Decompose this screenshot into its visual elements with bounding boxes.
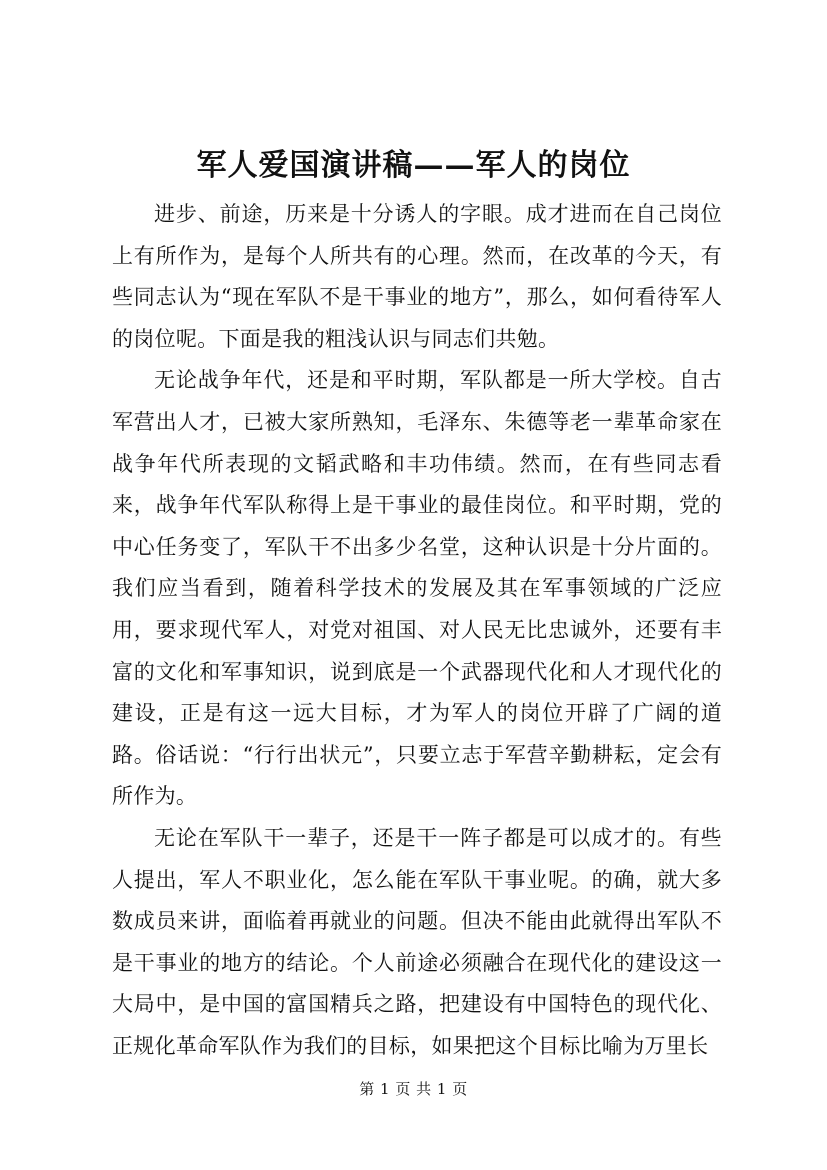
paragraph-3: 无论在军队干一辈子，还是干一阵子都是可以成才的。有些人提出，军人不职业化，怎么能在军队干事业呢。的确，就大多数成员来讲，面临着再就业的问题。但决不能由此就得出军队不是干事业的地方的结论。个人前途必须融合在现代化的建设这一大局中，是中国的富国精兵之路，把建设有中国特色的现代化、正规化革命军队作为我们的目标，如果把这个目标比喻为万里长: [112, 825, 722, 1058]
document-body: [112, 194, 722, 1067]
paragraph-2: 无论战争年代，还是和平时期，军队都是一所大学校。自古军营出人才，已被大家所熟知，毛泽东、朱德等老一辈革命家在战争年代所表现的文韬武略和丰功伟绩。然而，在有些同志看来，战争年代军队称得上是干事业的最佳岗位。和平时期，党的中心任务变了，军队干不出多少名堂，这种认识是十分片面的。我们应当看到，随着科学技术的发展及其在军事领域的广泛应用，要求现代军人，对党对祖国、对人民无比忠诚外，还要有丰富的文化和军事知识，说到底是一个武器现代化和人才现代化的建设，正是有这一远大目标，才为军人的岗位开辟了广阔的道路。俗话说：“行行出状元”，只要立志于军营辛勤耕耘，定会有所作为。: [112, 368, 722, 809]
document-title: 军人爱国演讲稿——军人的岗位: [196, 148, 631, 183]
page-footer: 第 1 页 共 1 页: [359, 1080, 468, 1098]
paragraph-1: 进步、前途，历来是十分诱人的字眼。成才进而在自己岗位上有所作为，是每个人所共有的心理。然而，在改革的今天，有些同志认为“现在军队不是干事业的地方”，那么，如何看待军人的岗位呢。下面是我的粗浅认识与同志们共勉。: [112, 202, 722, 351]
